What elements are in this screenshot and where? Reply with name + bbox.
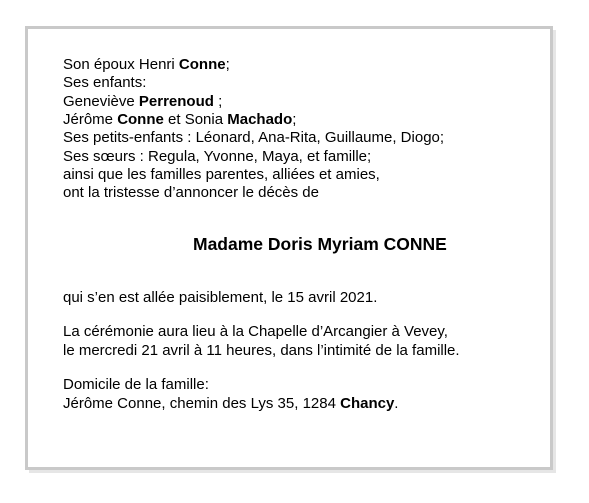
deceased-name: Madame Doris Myriam CONNE bbox=[193, 234, 447, 254]
family-line-child-2: Jérôme Conne et Sonia Machado; bbox=[63, 111, 297, 128]
family-line-children-heading: Ses enfants: bbox=[63, 74, 147, 91]
ceremony-line-1: La cérémonie aura lieu à la Chapelle d’Arcangier à Vevey, bbox=[63, 323, 448, 340]
domicile-address: Jérôme Conne, chemin des Lys 35, 1284 Chancy. bbox=[63, 395, 399, 412]
domicile-label: Domicile de la famille: bbox=[63, 376, 209, 393]
family-line-child-1: Geneviève Perrenoud ; bbox=[63, 93, 223, 110]
family-line-relatives: ainsi que les familles parentes, alliées et amies, bbox=[63, 166, 380, 183]
family-line-sisters: Ses sœurs : Regula, Yvonne, Maya, et famille; bbox=[63, 148, 372, 165]
frame-shadow-right bbox=[553, 30, 556, 472]
family-line-spouse: Son époux Henri Conne; bbox=[63, 56, 230, 73]
frame-shadow-bottom bbox=[29, 470, 556, 473]
family-line-grandchildren: Ses petits-enfants : Léonard, Ana-Rita, Guillaume, Diogo; bbox=[63, 129, 445, 146]
passing-line: qui s’en est allée paisiblement, le 15 avril 2021. bbox=[63, 289, 378, 306]
family-line-announcement: ont la tristesse d’annoncer le décès de bbox=[63, 184, 319, 201]
ceremony-line-2: le mercredi 21 avril à 11 heures, dans l’intimité de la famille. bbox=[63, 342, 460, 359]
